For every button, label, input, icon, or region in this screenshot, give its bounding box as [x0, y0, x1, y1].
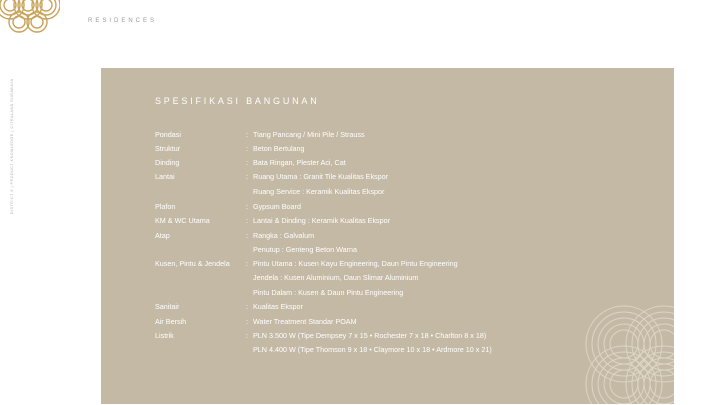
spec-colon: :	[246, 202, 248, 211]
spec-value: Kualitas Ekspor	[253, 302, 303, 311]
spec-value: Beton Bertulang	[253, 144, 305, 153]
spec-colon: :	[246, 144, 248, 153]
spec-label: Air Bersih	[155, 317, 187, 326]
spec-label: Pondasi	[155, 130, 181, 139]
spec-value: Ruang Utama : Granit Tile Kualitas Ekspor	[253, 172, 389, 181]
spec-label: Plafon	[155, 202, 176, 211]
spec-label: Dinding	[155, 158, 180, 167]
spec-value: Pintu Utama : Kusen Kayu Engineering, Daun Pintu Engineering	[253, 259, 458, 268]
spec-panel	[101, 68, 674, 404]
spec-value: Bata Ringan, Plester Aci, Cat	[253, 158, 346, 167]
spec-colon: :	[246, 317, 248, 326]
spec-title: SPESIFIKASI BANGUNAN	[155, 96, 320, 106]
spec-colon: :	[246, 216, 248, 225]
spec-label: Atap	[155, 231, 170, 240]
spec-value: PLN 4.400 W (Tipe Thomson 9 x 18 • Claymore 10 x 18 • Ardmore 10 x 21)	[253, 345, 492, 354]
brand-logo-icon	[0, 0, 60, 40]
spec-value: Penutup : Genteng Beton Warna	[253, 245, 358, 254]
spec-value: Pintu Dalam : Kusen & Daun Pintu Engineering	[253, 288, 404, 297]
spec-colon: :	[246, 172, 248, 181]
spec-value: Jendela : Kusen Aluminium, Daun Slimar Aluminium	[253, 273, 419, 282]
section-header-label: RESIDENCES	[88, 18, 158, 24]
spec-value: Ruang Service : Keramik Kualitas Ekspor	[253, 187, 385, 196]
spec-colon: :	[246, 158, 248, 167]
spec-value: Gypsum Board	[253, 202, 301, 211]
spec-colon: :	[246, 259, 248, 268]
spec-value: PLN 3.500 W (Tipe Dempsey 7 x 15 • Rochester 7 x 18 • Charlton 8 x 18)	[253, 331, 487, 340]
side-vertical-caption: DISTRICT 8 | PRODUCT KNOWLEDGE | CITRALAND SURABAYA	[10, 78, 14, 214]
spec-colon: :	[246, 302, 248, 311]
spec-label: Lantai	[155, 172, 175, 181]
spec-colon: :	[246, 130, 248, 139]
spec-colon: :	[246, 231, 248, 240]
spec-colon: :	[246, 331, 248, 340]
spec-value: Lantai & Dinding : Keramik Kualitas Ekspor	[253, 216, 391, 225]
spec-value: Rangka : Galvalum	[253, 231, 315, 240]
spec-label: Kusen, Pintu & Jendela	[155, 259, 230, 268]
spec-label: KM & WC Utama	[155, 216, 210, 225]
spec-label: Listrik	[155, 331, 174, 340]
spec-value: Tiang Pancang / Mini Pile / Strauss	[253, 130, 365, 139]
spec-label: Sanitair	[155, 302, 180, 311]
spec-value: Water Treatment Standar POAM	[253, 317, 357, 326]
spec-label: Struktur	[155, 144, 181, 153]
decorative-rings-icon	[564, 284, 674, 404]
